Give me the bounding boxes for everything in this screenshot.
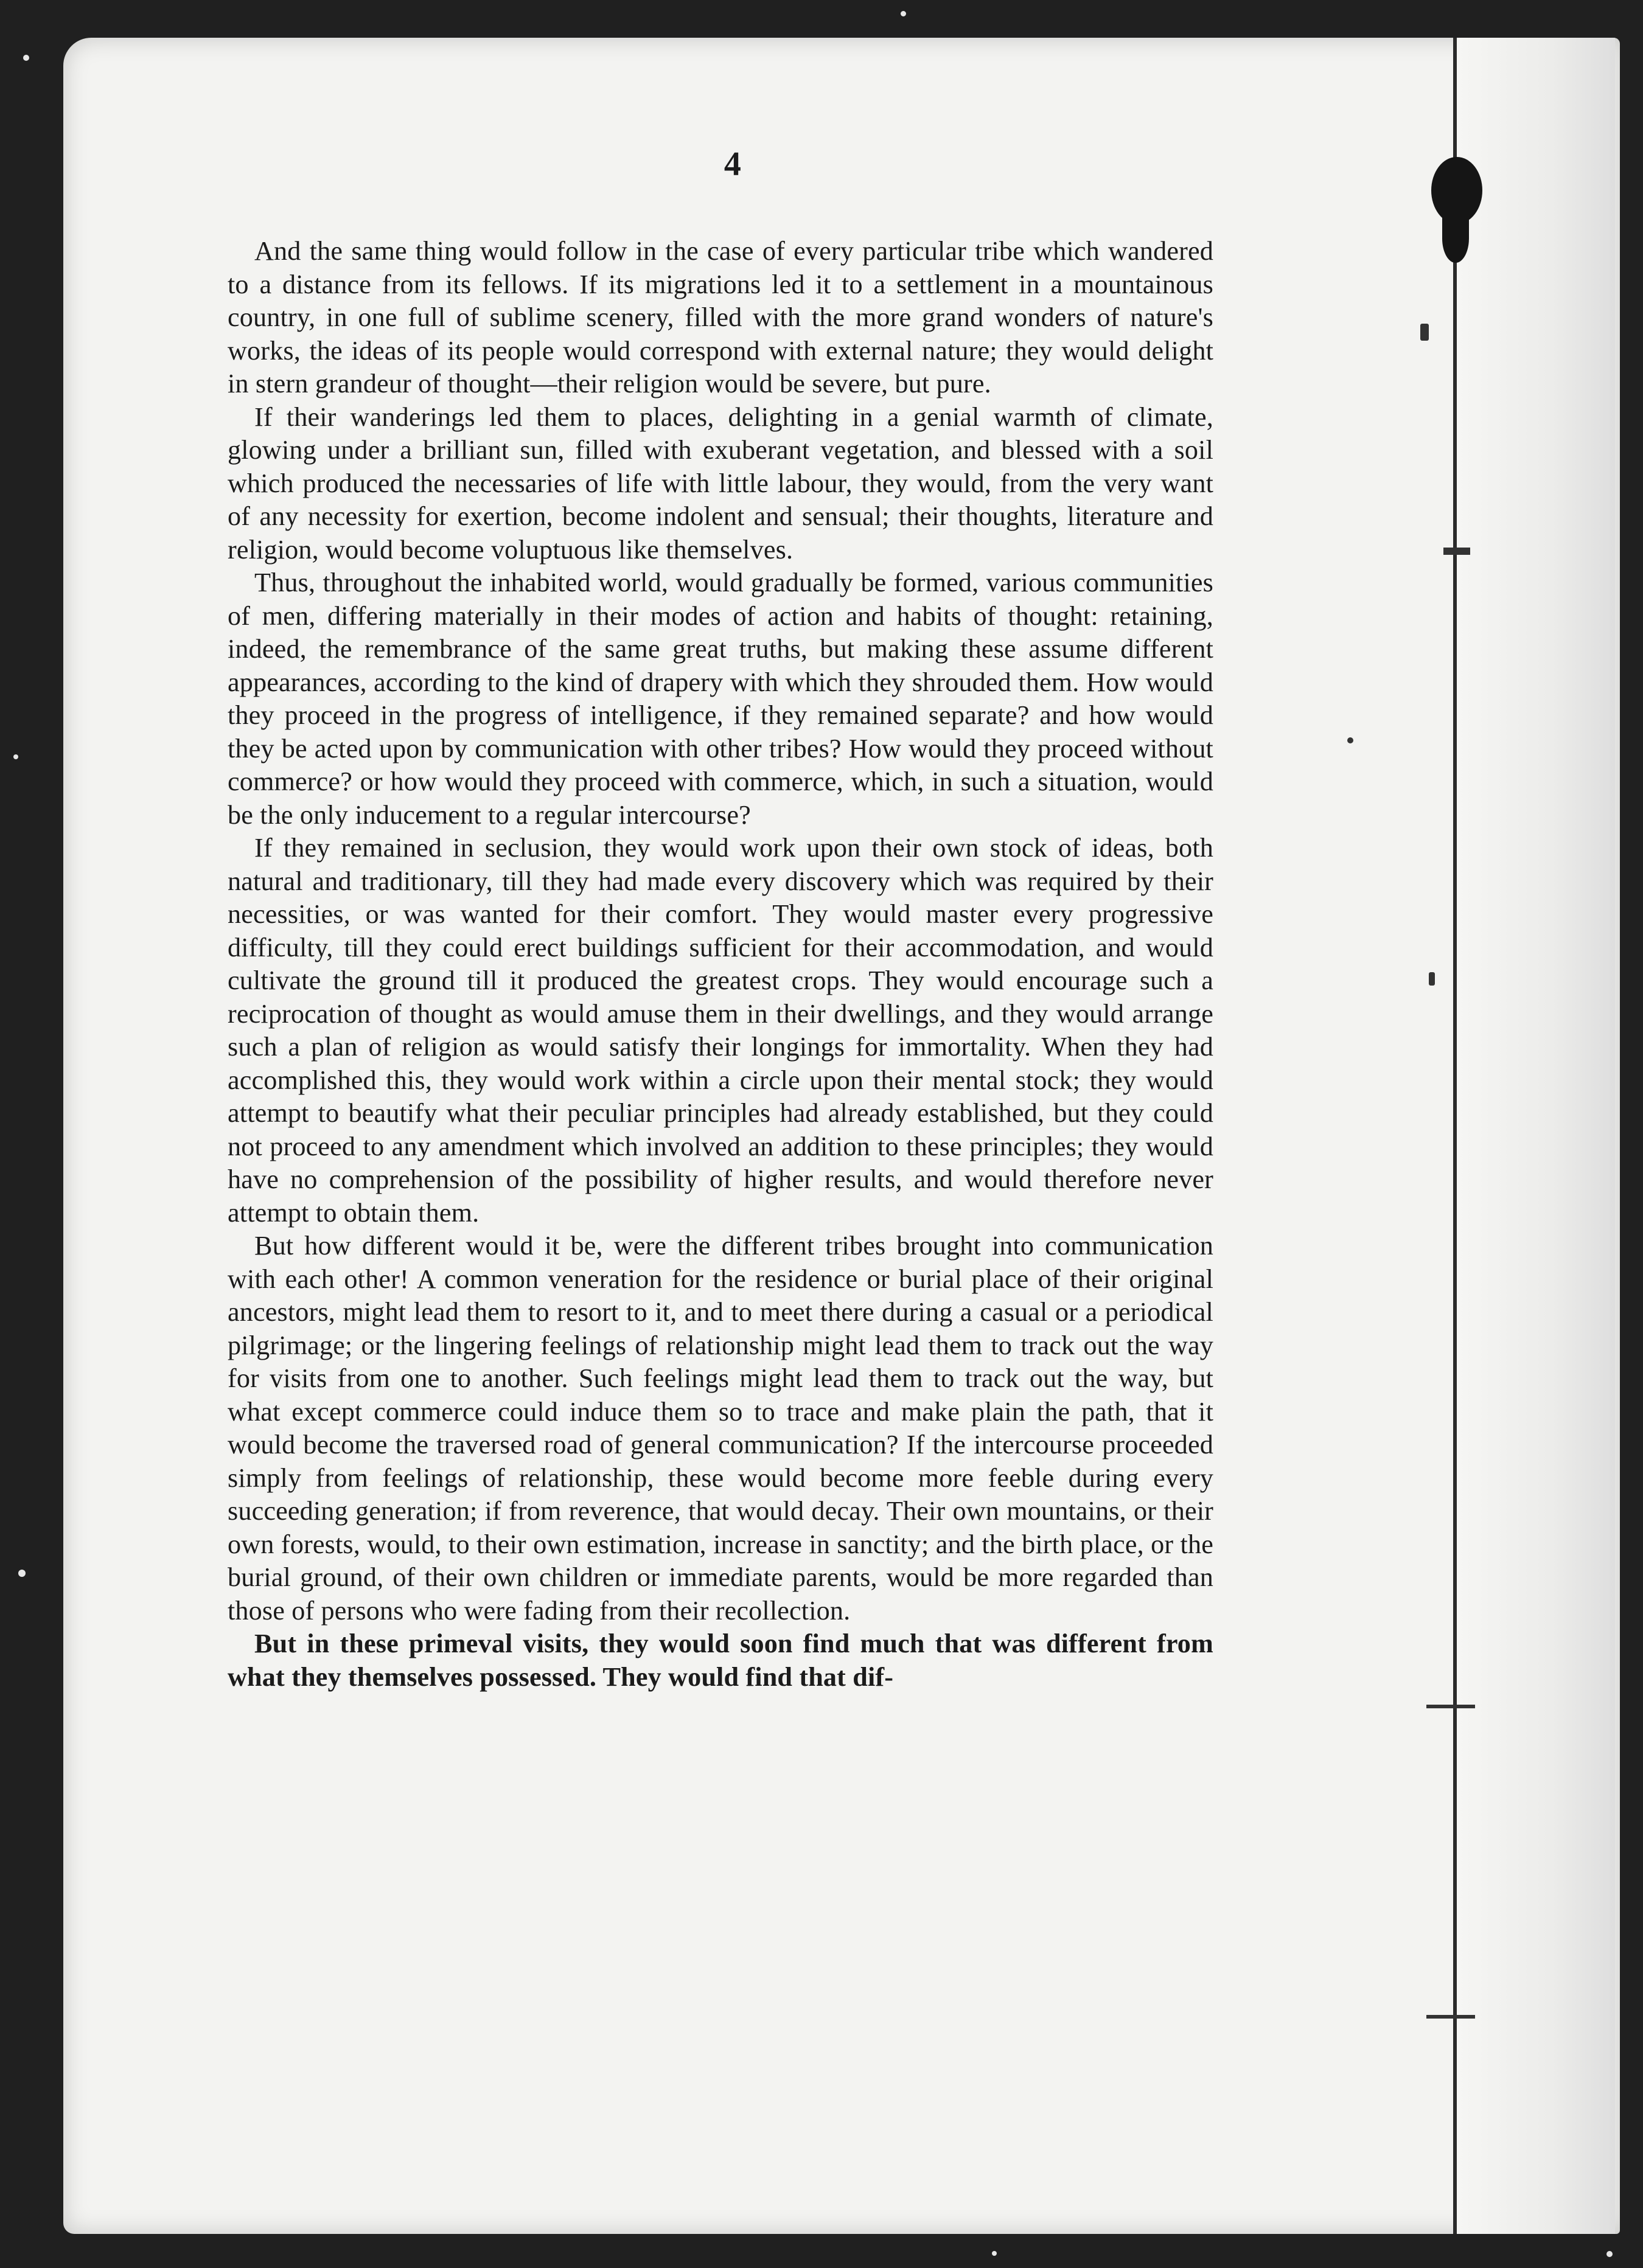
- paragraph: If they remained in seclusion, they would work upon their own stock of ideas, both natural and traditionary, till they had made every discovery which was required by their necessities, or was wanted for their comfort. They would master every progressive difficulty, till they could erect buildings sufficient for their accommodation, and would cultivate the ground till it produced the greatest crops. They would encourage such a reciprocation of thought as would amuse them in their dwellings, and they would arrange such a plan of religion as would satisfy their longings for immortality. When they had accomplished this, they would work within a circle upon their mental stock; they would attempt to beautify what their peculiar principles had already established, but they could not proceed to any amendment which involved an addition to these principles; they would have no comprehension of the possibility of higher results, and would therefore never attempt to obtain them.: [228, 833, 1213, 1228]
- scan-speck: [992, 2251, 997, 2256]
- gutter-mark: [1426, 2015, 1475, 2019]
- scan-speck: [13, 754, 18, 759]
- gutter-mark: [1443, 548, 1470, 555]
- page-gutter: [1456, 38, 1615, 2234]
- paragraph: And the same thing would follow in the case of every particular tribe which wandered to a distance from its fellows. If its migrations led it to a settlement in a mountainous country, in one full of sublime scenery, filled with the more grand wonders of nature's works, the ideas of its people would correspond with external nature; they would delight in stern grandeur of thought—their religion would be severe, but pure.: [228, 236, 1213, 398]
- paragraph: If their wanderings led them to places, delighting in a genial warmth of climate, glowing under a brilliant sun, filled with exuberant vegetation, and blessed with a soil which produced the necessaries of life with little labour, they would, from the very want of any necessity for exertion, become indolent and sensual; their thoughts, literature and religion, would become voluptuous like themselves.: [228, 402, 1213, 565]
- paragraph: Thus, throughout the inhabited world, would gradually be formed, various communities of men, differing materially in their modes of action and habits of thought: retaining, indeed, the remembrance of the same great truths, but making these assume different appearances, according to the kind of drapery with which they shrouded them. How would they proceed in the progress of intelligence, if they remained separate? and how would they be acted upon by communication with other tribes? How would they proceed without commerce? or how would they proceed with commerce, which, in such a situation, would be the only inducement to a regular intercourse?: [228, 568, 1213, 830]
- paragraph: But how different would it be, were the different tribes brought into communication with each other! A common veneration for the residence or burial place of their original ancestors, might lead them to resort to it, and to meet there during a casual or a periodical pilgrimage; or the lingering feelings of relationship might lead them to track out the way for visits from one to another. Such feelings might lead them to track out the way, but what except commerce could induce them so to trace and make plain the path, that it would become the traversed road of general communication? If the intercourse proceeded simply from feelings of relationship, these would become more feeble during every succeeding generation; if from reverence, that would decay. Their own mountains, or their own forests, would, to their own estimation, increase in sanctity; and the birth place, or the burial ground, of their own children or immediate parents, would be more regarded than those of persons who were fading from their recollection.: [228, 1231, 1213, 1626]
- gutter-mark: [1347, 737, 1353, 743]
- binding-fold-line: [1453, 38, 1457, 2234]
- scan-speck: [23, 55, 29, 61]
- paragraph: But in these primeval visits, they would soon find much that was different from what they themselves possessed. They would find that dif-: [228, 1629, 1213, 1692]
- scan-speck: [901, 11, 906, 16]
- scan-speck: [18, 1570, 26, 1577]
- gutter-mark: [1420, 324, 1429, 341]
- gutter-mark: [1426, 1705, 1475, 1708]
- page-number: 4: [724, 145, 742, 183]
- gutter-mark: [1429, 972, 1435, 986]
- binding-hole-tail: [1442, 214, 1469, 263]
- scan-speck: [1606, 2251, 1613, 2257]
- text-column: [228, 146, 1213, 1694]
